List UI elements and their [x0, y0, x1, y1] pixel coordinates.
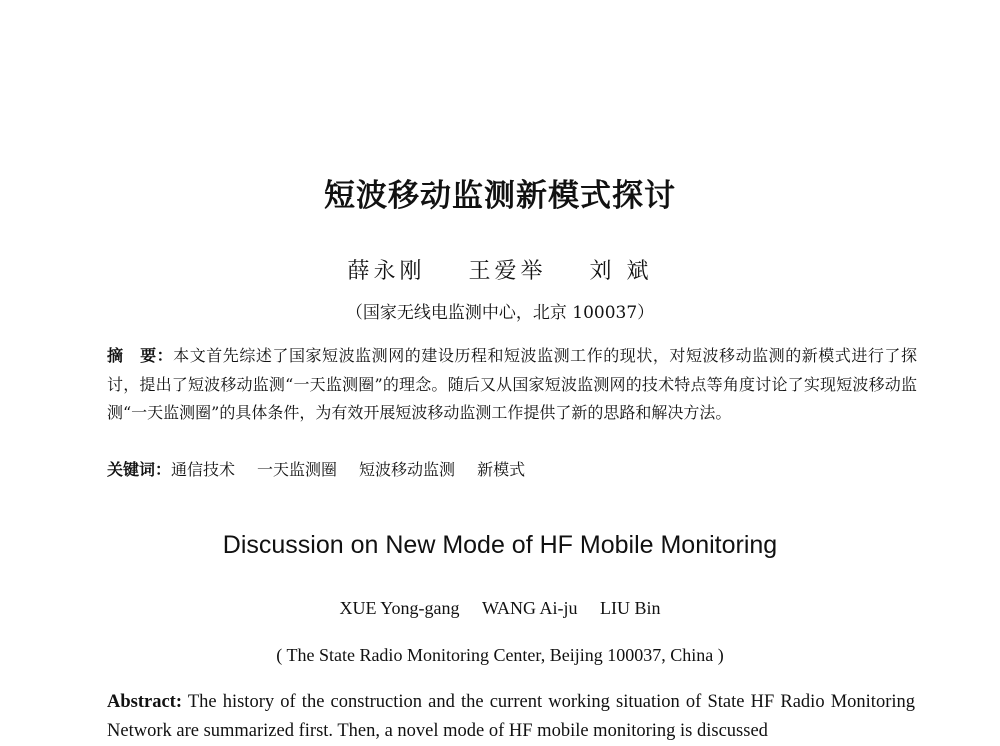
chinese-author-3: 刘 斌	[589, 259, 653, 284]
keyword-1: 通信技术	[171, 460, 236, 479]
chinese-affiliation: （国家无线电监测中心，北京 100037）	[345, 303, 655, 323]
chinese-abstract	[107, 342, 917, 428]
chinese-abstract-text: 本文首先综述了国家短波监测网的建设历程和短波监测工作的现状，对短波移动监测的新模式进行了探讨，提出了短波移动监测“一天监测圈”的理念。随后又从国家短波监测网的技术特点等角度讨论了实现短波移动监测“一天监测圈”的具体条件，为有效开展短波移动监测工作提供了新的思路和解决方法。	[107, 346, 917, 422]
english-authors	[0, 598, 1000, 619]
chinese-abstract-label: 摘 要：	[107, 346, 174, 365]
english-abstract-text: The history of the construction and the current working situation of State HF Radio Monitoring Network are summarized first. Then, a novel mode of HF mobile monitoring is discussed	[107, 692, 915, 741]
english-abstract-label: Abstract:	[107, 692, 183, 712]
chinese-author-2: 王爱举	[468, 259, 547, 284]
keyword-3: 短波移动监测	[359, 460, 456, 479]
english-author-3: LIU Bin	[600, 598, 661, 618]
english-author-1: XUE Yong-gang	[339, 598, 460, 618]
keyword-4: 新模式	[477, 460, 526, 479]
english-abstract	[107, 688, 915, 746]
chinese-authors	[0, 254, 1000, 285]
english-author-2: WANG Ai-ju	[482, 598, 578, 618]
english-title: Discussion on New Mode of HF Mobile Monitoring	[222, 531, 778, 559]
chinese-author-1: 薛永刚	[347, 259, 426, 284]
chinese-title: 短波移动监测新模式探讨	[324, 178, 676, 214]
chinese-keywords	[107, 456, 917, 484]
english-affiliation: ( The State Radio Monitoring Center, Beijing 100037, China )	[276, 645, 724, 665]
chinese-keywords-label: 关键词：	[107, 460, 172, 479]
keyword-2: 一天监测圈	[257, 460, 338, 479]
